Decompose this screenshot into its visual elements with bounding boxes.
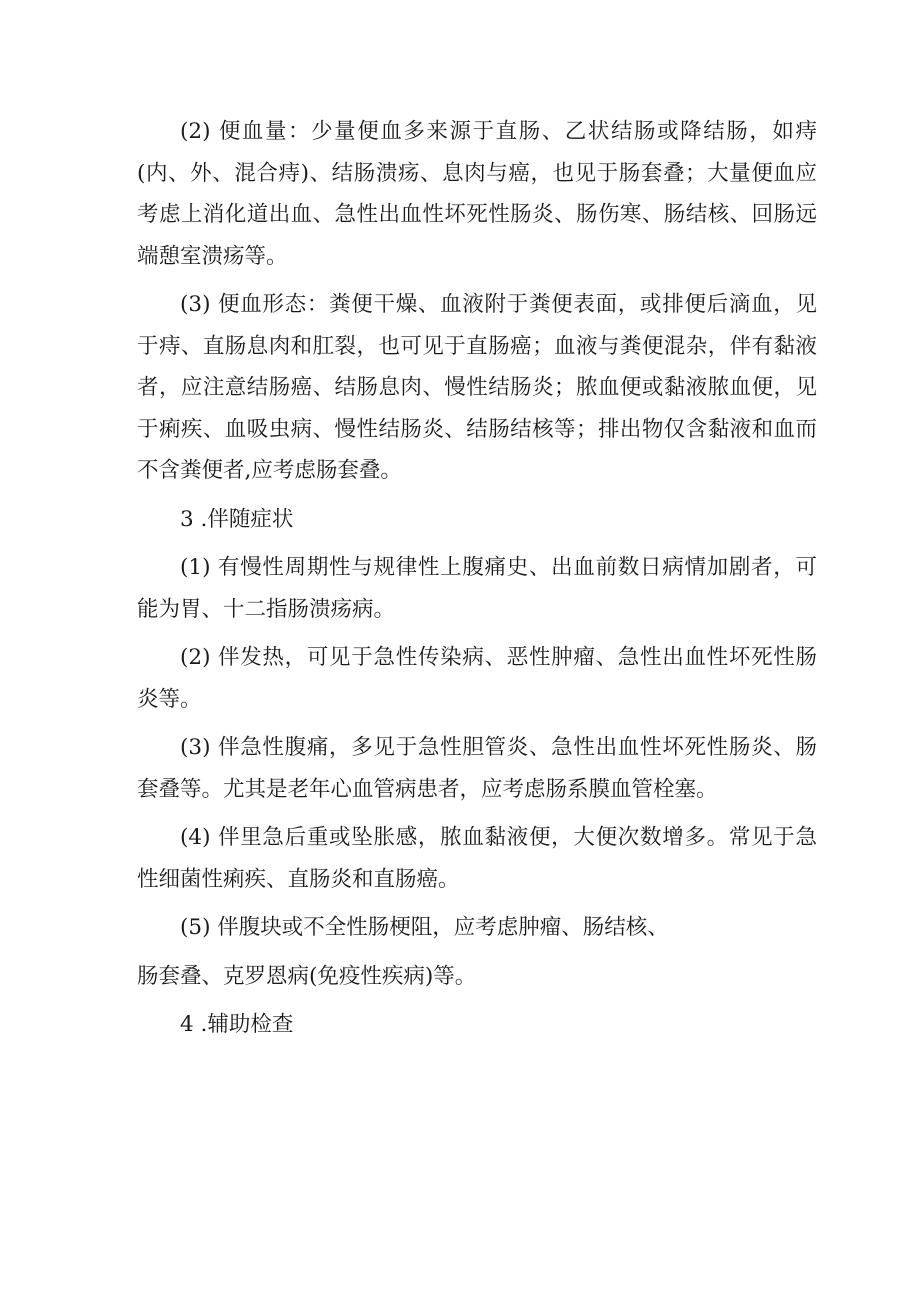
paragraph-blood-volume: (2) 便血量：少量便血多来源于直肠、乙状结肠或降结肠，如痔(内、外、混合痔)、结肠溃疡、息肉与癌，也见于肠套叠；大量便血应考虑上消化道出血、急性出血性坏死性肠炎、肠伤寒、肠结核、回肠远端憩室溃疡等。: [137, 119, 817, 269]
heading-accompanying-symptoms: 3 .伴随症状: [180, 506, 294, 532]
document-body: [137, 111, 817, 1046]
heading-auxiliary-exams: 4 .辅助检查: [180, 1012, 294, 1037]
paragraph-accompanying-5-line1: (5) 伴腹块或不全性肠梗阻，应考虑肿瘤、肠结核、: [180, 915, 669, 940]
paragraph-accompanying-3: (3) 伴急性腹痛，多见于急性胆管炎、急性出血性坏死性肠炎、肠套叠等。尤其是老年心血管病患者，应考虑肠系膜血管栓塞。: [137, 735, 817, 802]
paragraph-accompanying-5-line2: 肠套叠、克罗恩病(免疫性疾病)等。: [137, 963, 477, 989]
paragraph-blood-form: (3) 便血形态：粪便干燥、血液附于粪便表面，或排便后滴血，见于痔、直肠息肉和肛裂，也可见于直肠癌；血液与粪便混杂，伴有黏液者，应注意结肠癌、结肠息肉、慢性结肠炎；脓血便或黏液脓血便，见于痢疾、血吸虫病、慢性结肠炎、结肠结核等；排出物仅含黏液和血而不含粪便者,应考虑肠套叠。: [137, 292, 817, 483]
paragraph-accompanying-2: (2) 伴发热，可见于急性传染病、恶性肿瘤、急性出血性坏死性肠炎等。: [137, 645, 817, 712]
paragraph-accompanying-1: (1) 有慢性周期性与规律性上腹痛史、出血前数日病情加剧者，可能为胃、十二指肠溃疡病。: [137, 555, 817, 622]
paragraph-accompanying-4: (4) 伴里急后重或坠胀感，脓血黏液便，大便次数增多。常见于急性细菌性痢疾、直肠炎和直肠癌。: [137, 825, 817, 892]
